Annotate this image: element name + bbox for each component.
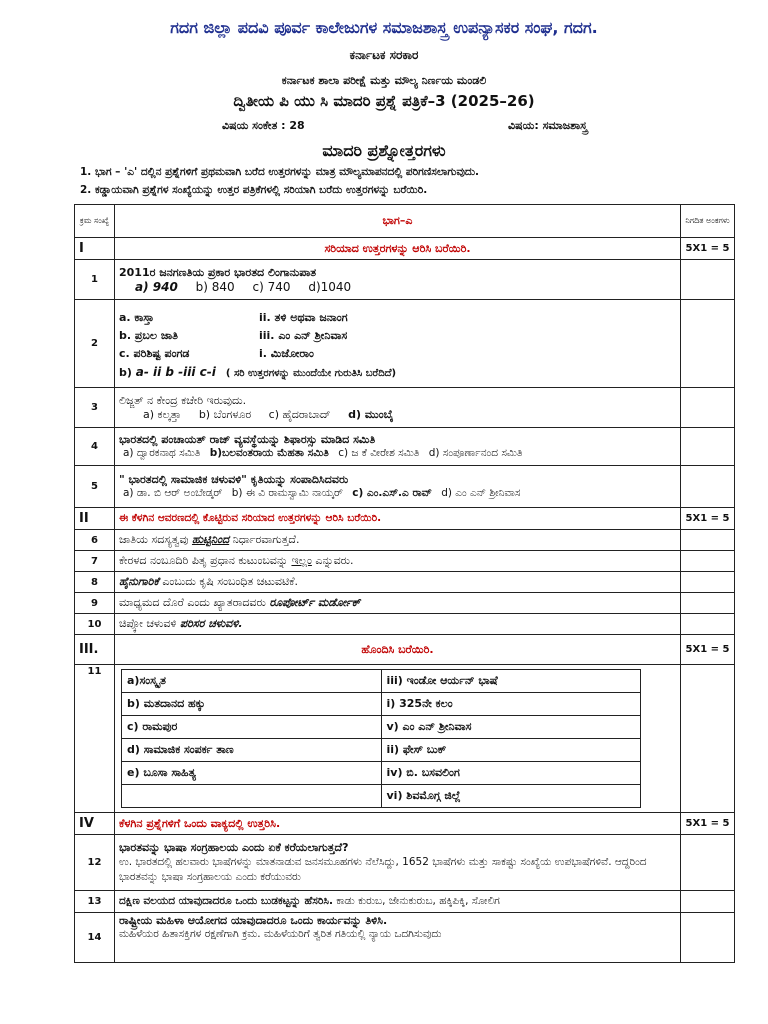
options — [123, 487, 676, 500]
stem: ಮಾಧ್ಯಮದ ದೊರೆ ಎಂದು ಖ್ಯಾತರಾದವರು — [119, 596, 266, 609]
match-right-3: i. ಮಿಜೋರಾಂ — [259, 346, 314, 360]
question-content — [115, 551, 681, 572]
question-row-12 — [75, 835, 735, 891]
question-number: 14 — [75, 913, 115, 963]
marks-cell — [681, 891, 735, 913]
question-row-4 — [75, 428, 735, 466]
option-b: b) ಬೆಂಗಳೂರ — [198, 407, 252, 421]
government-name: ಕರ್ನಾಟಕ ಸರಕಾರ — [349, 48, 419, 62]
marks-cell — [681, 530, 735, 551]
question-row-7 — [75, 551, 735, 572]
match-left — [122, 785, 382, 808]
question-text: ಭಾರತದಲ್ಲಿ ಪಂಚಾಯತ್ ರಾಜ್ ವ್ಯವಸ್ಥೆಯನ್ನು ಶಿಫಾರಸ್ಸು ಮಾಡಿದ ಸಮಿತಿ — [119, 433, 376, 446]
section-row-IV — [75, 813, 735, 835]
marks-cell — [681, 614, 735, 635]
match-right: i) 325ನೇ ಕಲಂ — [381, 693, 641, 716]
question-row-2 — [75, 300, 735, 388]
match-left-1: a. ಕಾಸ್ತಾ — [119, 310, 154, 324]
question-number: 4 — [75, 428, 115, 466]
section-row-II — [75, 508, 735, 530]
option-c: c) ಜ ಕೆ ವೀರೇಶ ಸಮಿತಿ — [338, 447, 420, 459]
paper-title: ದ್ವಿತೀಯ ಪಿ ಯು ಸಿ ಮಾದರಿ ಪ್ರಶ್ನೆ ಪತ್ರಿಕೆ–3 (2025–26) — [233, 92, 535, 110]
option-b: b)ಬಲವಂತರಾಯ ಮೆಹತಾ ಸಮಿತಿ — [209, 447, 329, 459]
question-number: 1 — [75, 260, 115, 300]
question-content — [115, 593, 681, 614]
marks-cell — [681, 913, 735, 963]
table-header-row — [75, 205, 735, 238]
question-row-3 — [75, 388, 735, 428]
serial-header: ಕ್ರಮ ಸಂಖ್ಯೆ — [75, 205, 115, 238]
section-label: III. — [75, 635, 115, 665]
options — [123, 447, 676, 460]
question-number: 11 — [75, 665, 115, 813]
option-a: a) 940 — [135, 279, 178, 294]
marks-header: ನಿಗದಿತ ಅಂಕಗಳು — [681, 205, 735, 238]
match-left: e) ಬೂಸಾ ಸಾಹಿತ್ಯ — [122, 762, 382, 785]
section-label: IV — [75, 813, 115, 835]
question-row-11 — [75, 665, 735, 813]
section-marks: 5X1 = 5 — [681, 635, 735, 665]
match-left: a)ಸಂಸ್ಕೃತ — [122, 670, 382, 693]
question-number: 9 — [75, 593, 115, 614]
section-marks: 5X1 = 5 — [681, 508, 735, 530]
question-row-10 — [75, 614, 735, 635]
option-a: a) ಕಲ್ಕತ್ತಾ — [143, 407, 182, 421]
match-row — [122, 670, 641, 693]
instruction-1: 1. ಭಾಗ – 'ಎ' ದಲ್ಲಿನ ಪ್ರಶ್ನೆಗಳಿಗೆ ಪ್ರಥಮವಾಗಿ ಬರೆದ ಉತ್ತರಗಳನ್ನು ಮಾತ್ರ ಮೌಲ್ಯಮಾಪನದಲ್ಲಿ ಪರಿಗಣಿಸಲಾಗುವುದು. — [80, 166, 480, 178]
options — [135, 280, 676, 294]
marks-cell — [681, 593, 735, 614]
stem: ಕೇರಳದ ನಂಬೂದಿರಿ ಪಿತೃ ಪ್ರಧಾನ ಕುಟುಂಬವನ್ನು — [119, 554, 288, 567]
question-table — [74, 204, 735, 963]
part-header: ಭಾಗ–ಎ — [115, 205, 681, 238]
document-title: ಮಾದರಿ ಪ್ರಶ್ನೋತ್ತರಗಳು — [322, 141, 446, 160]
instruction-2: 2. ಕಡ್ಡಾಯವಾಗಿ ಪ್ರಶ್ನೆಗಳ ಸಂಖ್ಯೆಯನ್ನು ಉತ್ತರ ಪತ್ರಿಕೆಗಳಲ್ಲಿ ಸರಿಯಾಗಿ ಬರೆದು ಉತ್ತರಗಳನ್ನು ಬರೆಯಿರಿ. — [80, 184, 428, 196]
question-content — [115, 614, 681, 635]
section-label: I — [75, 238, 115, 260]
association-title: ಗದಗ ಜಿಲ್ಲಾ ಪದವಿ ಪೂರ್ವ ಕಾಲೇಜುಗಳ ಸಮಾಜಶಾಸ್ತ್ರ ಉಪನ್ಯಾಸಕರ ಸಂಘ, ಗದಗ. — [170, 18, 598, 37]
question-row-5 — [75, 466, 735, 508]
option-a: a) ಡಾ. ಬಿ ಆರ್ ಅಂಬೇಡ್ಕರ್ — [123, 487, 223, 499]
answer: ಇಲ್ಲಂ — [291, 554, 312, 567]
marks-cell — [681, 572, 735, 593]
section-marks: 5X1 = 5 — [681, 238, 735, 260]
question-number: 12 — [75, 835, 115, 891]
option-c: c) 740 — [252, 279, 291, 294]
question-content — [115, 260, 681, 300]
stem-end: ನಿರ್ಧಾರವಾಗುತ್ತದೆ. — [232, 533, 300, 546]
question-content — [115, 913, 681, 963]
marks-cell — [681, 260, 735, 300]
section-instruction: ಕೆಳಗಿನ ಪ್ರಶ್ನೆಗಳಿಗೆ ಒಂದು ವಾಕ್ಯದಲ್ಲಿ ಉತ್ತರಿಸಿ. — [115, 813, 681, 835]
answer-text: ಕಾಡು ಕುರುಬ, ಜೇನುಕುರುಬ, ಹಕ್ಕಿಪಿಕ್ಕಿ, ಸೋಲಿಗ — [336, 895, 500, 907]
question-content — [115, 891, 681, 913]
question-content — [115, 530, 681, 551]
question-row-13 — [75, 891, 735, 913]
option-a: a) ದ್ವಾರಕನಾಥ ಸಮಿತಿ — [123, 447, 201, 459]
match-right: v) ಎಂ ಎನ್ ಶ್ರೀನಿವಾಸ — [381, 716, 641, 739]
match-right: ii) ಫೇಸ್ ಬುಕ್ — [381, 739, 641, 762]
marks-cell — [681, 665, 735, 813]
option-d: d) ಎಂ ಎನ್ ಶ್ರೀನಿವಾಸ — [441, 487, 521, 499]
match-right: iii) ಇಂಡೋ ಆರ್ಯನ್ ಭಾಷೆ — [381, 670, 641, 693]
match-left-2: b. ಪ್ರಬಲ ಜಾತಿ — [119, 328, 178, 342]
section-instruction: ಹೊಂದಿಸಿ ಬರೆಯಿರಿ. — [115, 635, 681, 665]
question-content — [115, 388, 681, 428]
marks-cell — [681, 466, 735, 508]
option-c: c) ಹೈದರಾಬಾದ್ — [268, 407, 331, 421]
question-number: 10 — [75, 614, 115, 635]
question-text: ಲಿಜ್ಜತ್ ನ ಕೇಂದ್ರ ಕಚೇರಿ ಇರುವುದು. — [119, 393, 247, 407]
question-content — [115, 572, 681, 593]
question-row-6 — [75, 530, 735, 551]
question-row-14 — [75, 913, 735, 963]
question-number: 7 — [75, 551, 115, 572]
answer-text: ಉ. ಭಾರತದಲ್ಲಿ ಹಲವಾರು ಭಾಷೆಗಳನ್ನು ಮಾತನಾಡುವ ಜನಸಮೂಹಗಳು ನೆಲೆಸಿದ್ದು, 1652 ಭಾಷೆಗಳು ಮತ್ತು ಸಾಕಷ್ಟು ಸಂಖ್ಯೆಯ ಉಪಭಾಷೆಗಳಿವೆ. ಆದ್ದರಿಂದ ಭಾರತವನ್ನು ಭಾಷಾ ಸಂಗ್ರಹಾಲಯ ಎಂದು ಕರೆಯುವರು — [119, 855, 647, 883]
marks-cell — [681, 835, 735, 891]
question-number: 6 — [75, 530, 115, 551]
answer-note: ( ಸರಿ ಉತ್ತರಗಳನ್ನು ಮುಂದೆಯೇ ಗುರುತಿಸಿ ಬರೆದಿದೆ) — [225, 367, 397, 379]
question-content — [115, 428, 681, 466]
question-row-8 — [75, 572, 735, 593]
question-number: 2 — [75, 300, 115, 388]
question-number: 8 — [75, 572, 115, 593]
answer: ಹೈನುಗಾರಿಕೆ — [119, 575, 159, 588]
match-left: c) ರಾಮಪುರ — [122, 716, 382, 739]
board-name: ಕರ್ನಾಟಕ ಶಾಲಾ ಪರೀಕ್ಷೆ ಮತ್ತು ಮೌಲ್ಯ ನಿರ್ಣಯ ಮಂಡಲಿ — [281, 74, 487, 87]
match-row — [122, 739, 641, 762]
match-right-1: ii. ತಳಿ ಅಥವಾ ಜನಾಂಗ — [259, 310, 348, 324]
question-content — [115, 300, 681, 388]
question-row-9 — [75, 593, 735, 614]
match-right: vi) ಶಿವಮೊಗ್ಗ ಜಿಲ್ಲೆ — [381, 785, 641, 808]
match-row — [122, 762, 641, 785]
match-right: iv) ಬಿ. ಬಸವಲಿಂಗ — [381, 762, 641, 785]
answer-prefix: b) — [119, 365, 132, 379]
option-d: d)1040 — [308, 279, 352, 294]
marks-cell — [681, 428, 735, 466]
section-marks: 5X1 = 5 — [681, 813, 735, 835]
question-number: 5 — [75, 466, 115, 508]
option-b: b) ಈ ವಿ ರಾಮಸ್ವಾಮಿ ನಾಯ್ಕರ್ — [231, 487, 343, 499]
question-text: " ಭಾರತದಲ್ಲಿ ಸಾಮಾಜಿಕ ಚಳುವಳಿ" ಕೃತಿಯನ್ನು ಸಂಪಾದಿಸಿದವರು — [119, 473, 349, 486]
match-left: d) ಸಾಮಾಜಿಕ ಸಂಪರ್ಕ ತಾಣ — [122, 739, 382, 762]
match-left: b) ಮತದಾನದ ಹಕ್ಕು — [122, 693, 382, 716]
answer-key: a- ii b -iii c-i — [135, 364, 216, 379]
match-row — [122, 716, 641, 739]
stem-end: ಎಂಬುದು ಕೃಷಿ ಸಂಬಂಧಿತ ಚಟುವಟಿಕೆ. — [162, 575, 299, 588]
stem: ಜಾತಿಯ ಸದಸ್ಯತ್ವವು — [119, 533, 189, 546]
question-text: ಭಾರತವನ್ನು ಭಾಷಾ ಸಂಗ್ರಹಾಲಯ ಎಂದು ಏಕೆ ಕರೆಯಲಾಗುತ್ತದೆ? — [119, 840, 349, 854]
options — [143, 408, 676, 422]
answer: ಹುಟ್ಟಿನಿಂದ — [191, 533, 230, 546]
subject-code: ವಿಷಯ ಸಂಕೇತ : 28 — [222, 119, 305, 132]
option-b: b) 840 — [195, 279, 235, 294]
question-content — [115, 466, 681, 508]
subject-name: ವಿಷಯ: ಸಮಾಜಶಾಸ್ತ್ರ — [508, 119, 588, 132]
option-d: d) ಸಂಪೂರ್ಣಾನಂದ ಸಮಿತಿ — [428, 447, 523, 459]
section-label: II — [75, 508, 115, 530]
section-instruction: ಈ ಕೆಳಗಿನ ಆವರಣದಲ್ಲಿ ಕೊಟ್ಟಿರುವ ಸರಿಯಾದ ಉತ್ತರಗಳನ್ನು ಆರಿಸಿ ಬರೆಯಿರಿ. — [115, 508, 681, 530]
answer: ಪರಿಸರ ಚಳುವಳಿ. — [179, 617, 243, 630]
question-number: 3 — [75, 388, 115, 428]
match-row — [122, 693, 641, 716]
answer-text: ಮಹಿಳೆಯರ ಹಿತಾಸಕ್ತಿಗಳ ರಕ್ಷಣೆಗಾಗಿ ಕ್ರಮ. ಮಹಿಳೆಯರಿಗೆ ತ್ವರಿತ ಗತಿಯಲ್ಲಿ ನ್ಯಾಯ ಒದಗಿಸುವುದು — [119, 928, 442, 940]
match-table — [121, 669, 641, 808]
question-content — [115, 665, 681, 813]
marks-cell — [681, 388, 735, 428]
question-row-1 — [75, 260, 735, 300]
question-content — [115, 835, 681, 891]
option-c: c) ಎಂ.ಎಸ್.ಎ ರಾವ್ — [352, 487, 432, 499]
section-instruction: ಸರಿಯಾದ ಉತ್ತರಗಳನ್ನು ಆರಿಸಿ ಬರೆಯಿರಿ. — [115, 238, 681, 260]
stem: ಚಿಪ್ಕೋ ಚಳುವಳಿ — [119, 617, 177, 630]
match-right-2: iii. ಎಂ ಎನ್ ಶ್ರೀನಿವಾಸ — [259, 328, 348, 342]
match-row — [122, 785, 641, 808]
match-left-3: c. ಪರಿಶಿಷ್ಟ ಪಂಗಡ — [119, 346, 190, 360]
question-number: 13 — [75, 891, 115, 913]
stem-end: ಎನ್ನುವರು. — [315, 554, 354, 567]
question-text: 2011ರ ಜನಗಣತಿಯ ಪ್ರಕಾರ ಭಾರತದ ಲಿಂಗಾನುಪಾತ — [119, 265, 317, 279]
marks-cell — [681, 551, 735, 572]
answer: ರೂಪೋರ್ಟ್ ಮರ್ಡೋಕ್ — [269, 596, 361, 609]
question-text: ರಾಷ್ಟ್ರೀಯ ಮಹಿಳಾ ಆಯೋಗದ ಯಾವುದಾದರೂ ಒಂದು ಕಾರ್ಯವನ್ನು ತಿಳಿಸಿ. — [119, 914, 388, 927]
question-text: ದಕ್ಷಿಣ ವಲಯದ ಯಾವುದಾದರೂ ಒಂದು ಬುಡಕಟ್ಟನ್ನು ಹೆಸರಿಸಿ. — [119, 895, 333, 907]
marks-cell — [681, 300, 735, 388]
section-row-III — [75, 635, 735, 665]
section-row-I — [75, 238, 735, 260]
option-d: d) ಮುಂಬೈ — [348, 407, 394, 421]
